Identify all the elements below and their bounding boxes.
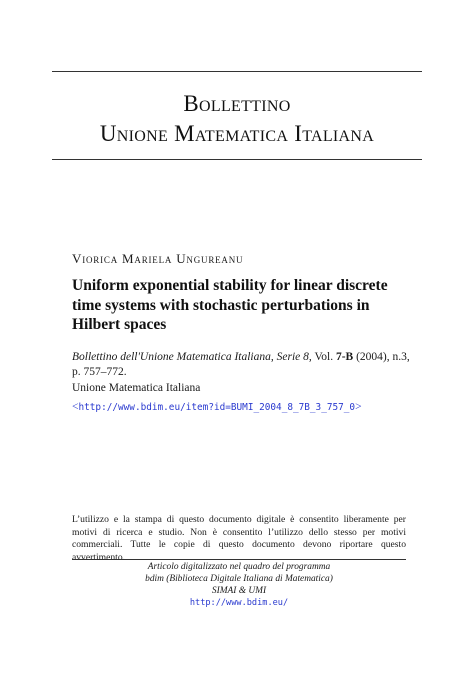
citation-volume-prefix: Vol. bbox=[314, 351, 334, 363]
citation bbox=[72, 350, 412, 380]
article-link[interactable] bbox=[72, 401, 362, 413]
link-close-bracket: > bbox=[355, 401, 362, 413]
top-rule bbox=[52, 71, 422, 72]
publisher: Unione Matematica Italiana bbox=[72, 382, 201, 394]
footer-line-2: bdim (Biblioteca Digitale Italiana di Matematica) bbox=[145, 574, 333, 584]
link-open-bracket: < bbox=[72, 401, 79, 413]
article-title: Uniform exponential stability for linear discrete time systems with stochastic perturbations in Hilbert spaces bbox=[72, 277, 388, 333]
journal-title-line-1: Bollettino bbox=[183, 91, 291, 116]
journal-title bbox=[52, 89, 422, 149]
footer-line-3: SIMAI & UMI bbox=[211, 586, 267, 596]
usage-notice-text: L’utilizzo e la stampa di questo documento digitale è consentito liberamente per motivi di ricerca e studio. Non è consentito l’utilizzo dello stesso per motivi commerciali. Tutte le copie di questo documento devono riportare questo avvertimento. bbox=[72, 514, 406, 563]
article-url[interactable]: http://www.bdim.eu/item?id=BUMI_2004_8_7B_3_757_0 bbox=[78, 402, 356, 413]
footer-line-1: Articolo digitalizzato nel quadro del programma bbox=[147, 562, 331, 572]
author-name: Viorica Mariela Ungureanu bbox=[72, 251, 244, 266]
usage-notice bbox=[72, 514, 406, 564]
footer-rule bbox=[72, 559, 406, 560]
header-bottom-rule bbox=[52, 159, 422, 160]
footer bbox=[72, 561, 406, 609]
citation-volume: 7-B bbox=[335, 351, 354, 363]
citation-details: (2004), n.3, p. 757–772. bbox=[72, 351, 410, 378]
journal-title-line-2: Unione Matematica Italiana bbox=[99, 121, 375, 146]
footer-url-link[interactable]: http://www.bdim.eu/ bbox=[189, 598, 289, 608]
citation-journal: Bollettino dell'Unione Matematica Italiana, Serie 8, bbox=[72, 351, 312, 363]
